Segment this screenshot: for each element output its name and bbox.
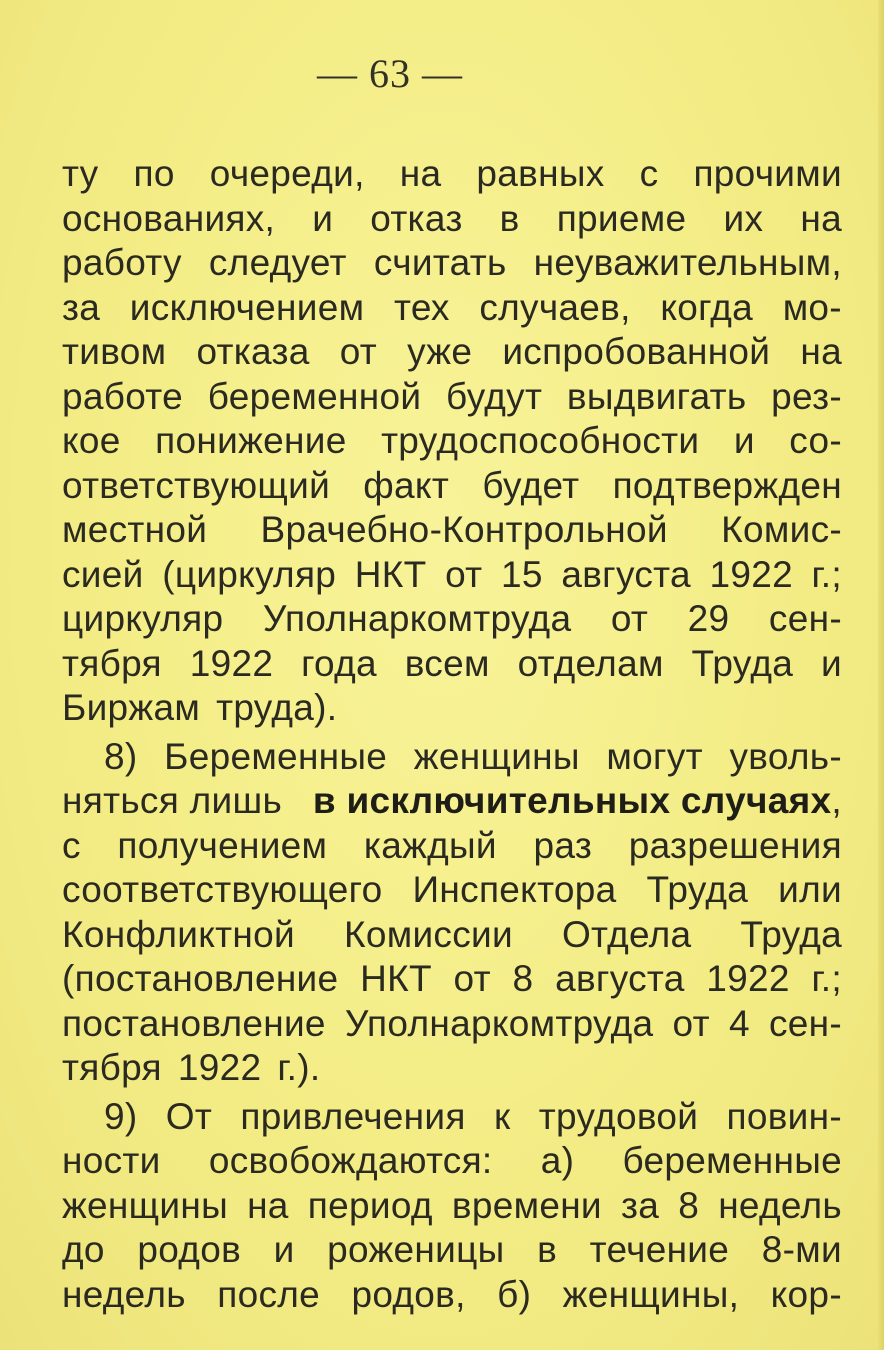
- word: и: [821, 642, 842, 684]
- word: с: [639, 153, 659, 194]
- text-line: [62, 597, 842, 642]
- word: циркуляр: [62, 598, 224, 639]
- word: 8-ми: [761, 1229, 842, 1270]
- text-line: [62, 1002, 842, 1047]
- word: 1922: [706, 958, 790, 999]
- word: От: [165, 1095, 213, 1137]
- word: на: [399, 153, 442, 194]
- text-line: [62, 508, 842, 553]
- text-line: [62, 957, 842, 1002]
- word: недель: [718, 1184, 842, 1226]
- word: постановление: [62, 1002, 326, 1044]
- word: за: [62, 286, 101, 328]
- word: Конфликтной: [62, 913, 295, 955]
- text-line: [62, 735, 842, 780]
- word: НКТ: [360, 958, 432, 999]
- word: понижение: [155, 420, 347, 461]
- word: на: [247, 1184, 289, 1226]
- text-line: [62, 286, 842, 331]
- word: женщины: [62, 1184, 228, 1226]
- word: кор-: [770, 1273, 842, 1315]
- word: ответствующий: [62, 464, 331, 506]
- word: от: [672, 1002, 710, 1044]
- word: Беременные: [164, 735, 388, 777]
- word: выдвигать: [566, 375, 747, 417]
- word: следует: [208, 242, 347, 283]
- word: августа: [561, 553, 691, 595]
- text-line: [62, 1095, 842, 1140]
- word: работе: [62, 375, 184, 417]
- word: будут: [446, 375, 543, 417]
- word: Труда: [691, 642, 794, 684]
- word: Комиссии: [343, 913, 513, 955]
- word: в: [499, 197, 520, 239]
- word: когда: [660, 286, 754, 328]
- word: подтвержден: [612, 464, 842, 506]
- word: Врачебно-Контрольной: [260, 509, 668, 550]
- text-line: [62, 1139, 842, 1184]
- word: очереди,: [209, 153, 365, 194]
- word: трудоспособности: [381, 420, 700, 461]
- word: Труда: [646, 869, 749, 910]
- word: Отдела: [561, 913, 692, 955]
- word: г.;: [811, 958, 842, 999]
- word: равных: [476, 153, 605, 194]
- word: времени: [451, 1184, 602, 1226]
- word: 9): [104, 1095, 138, 1137]
- word: Комис-: [721, 509, 842, 550]
- word: на: [800, 197, 842, 239]
- word: 1922: [709, 553, 793, 595]
- page-number: — 63 —: [317, 51, 463, 96]
- word: г.).: [277, 1047, 321, 1088]
- word: освобождаются:: [208, 1140, 493, 1181]
- word: основаниях,: [62, 197, 276, 239]
- word: их: [723, 197, 764, 239]
- text-line: [62, 1273, 842, 1318]
- text-line: [62, 197, 842, 242]
- word: ности: [62, 1140, 161, 1181]
- word: от: [445, 553, 483, 595]
- word: испробованной: [502, 331, 771, 372]
- word: от: [339, 331, 378, 372]
- word: недель: [62, 1273, 186, 1315]
- text-line: [62, 241, 842, 286]
- text-line: [62, 642, 842, 687]
- word: могут: [606, 735, 703, 777]
- word: и: [733, 420, 755, 461]
- word: за: [620, 1184, 660, 1226]
- text-line: [62, 686, 842, 731]
- word: 4: [728, 1002, 750, 1044]
- word: тивом: [62, 331, 167, 372]
- word: и: [273, 1229, 295, 1270]
- word: Биржам: [62, 687, 201, 728]
- text-line: [62, 419, 842, 464]
- word: считать: [373, 242, 507, 283]
- word: 8: [512, 958, 534, 999]
- word: от: [610, 598, 649, 639]
- word: женщины: [413, 735, 580, 777]
- word: беременные: [622, 1140, 842, 1181]
- word: беременной: [207, 375, 422, 417]
- text-line: [62, 779, 842, 824]
- word: 8: [678, 1184, 700, 1226]
- word: мо-: [782, 286, 842, 328]
- word: Уполнаркомтруда: [344, 1002, 654, 1044]
- word: 15: [500, 553, 543, 595]
- word: работу: [62, 242, 182, 283]
- word: а): [540, 1140, 575, 1181]
- word: НКТ: [354, 553, 427, 595]
- word: года: [301, 642, 377, 684]
- text-line: [62, 1184, 842, 1229]
- text-line: [62, 1046, 842, 1091]
- text-line: [62, 868, 842, 913]
- word: до: [62, 1229, 105, 1270]
- word: б): [497, 1273, 532, 1315]
- word: августа: [555, 958, 685, 999]
- word: Уполнаркомтруда: [262, 598, 572, 639]
- word: по: [133, 153, 175, 194]
- word: уже: [407, 331, 473, 372]
- text-line: [62, 330, 842, 375]
- word: прочими: [693, 153, 842, 194]
- word: 8): [104, 735, 138, 777]
- word: тября: [62, 1047, 162, 1088]
- word: получением: [117, 824, 328, 866]
- word: г.;: [811, 553, 842, 595]
- word: тех: [394, 286, 450, 328]
- word: раз: [533, 824, 593, 866]
- word: от: [453, 958, 491, 999]
- word: сией: [62, 553, 144, 595]
- word: в: [537, 1229, 558, 1270]
- word: соответствующего: [62, 869, 383, 910]
- word: факт: [363, 464, 450, 506]
- word: женщины,: [562, 1273, 740, 1315]
- word: 1922: [189, 642, 274, 684]
- word: период: [307, 1184, 433, 1226]
- word: отказа: [196, 331, 310, 372]
- word: на: [800, 331, 842, 372]
- word: уволь-: [729, 735, 842, 777]
- word: неуважительным,: [533, 242, 842, 283]
- text-line: [62, 152, 842, 197]
- word: отделам: [517, 642, 664, 684]
- word: труда).: [216, 687, 338, 728]
- word: исключением: [129, 286, 365, 328]
- word: с: [62, 824, 81, 866]
- word: рез-: [771, 375, 842, 417]
- word: роженицы: [327, 1229, 505, 1270]
- punctuation: ,: [831, 780, 842, 821]
- word: отказ: [370, 197, 463, 239]
- text-line: [62, 1228, 842, 1273]
- text-line: [62, 464, 842, 509]
- word: привлечения: [240, 1095, 466, 1137]
- word: (постановление: [62, 958, 339, 999]
- word: (циркуляр: [162, 553, 337, 595]
- text-line: [62, 824, 842, 869]
- word: всем: [404, 642, 490, 684]
- word: повин-: [726, 1095, 842, 1137]
- word: трудовой: [538, 1095, 699, 1137]
- word: каждый: [363, 824, 497, 866]
- word: приеме: [556, 197, 687, 239]
- word: и: [312, 197, 334, 239]
- word: 29: [687, 598, 730, 639]
- emphasized-text: в исключительных случаях: [312, 780, 832, 821]
- word: случаев,: [479, 286, 631, 328]
- word: после: [217, 1273, 321, 1315]
- word: сен-: [768, 1002, 842, 1044]
- word: сен-: [768, 598, 842, 639]
- text-line: [62, 375, 842, 420]
- word: со-: [789, 420, 842, 461]
- emphasis-wrap: [313, 779, 842, 824]
- word: местной: [62, 509, 208, 550]
- body-text: [62, 152, 842, 1317]
- word: течение: [589, 1229, 730, 1270]
- word: родов,: [351, 1273, 466, 1315]
- word: ту: [62, 153, 99, 194]
- word: Труда: [740, 913, 842, 955]
- word: к: [494, 1095, 511, 1137]
- word: Инспектора: [412, 869, 617, 910]
- page-edge: [878, 0, 884, 1350]
- word: тября: [62, 642, 162, 684]
- text-line: [62, 913, 842, 958]
- word: или: [778, 869, 842, 910]
- word: будет: [482, 464, 580, 506]
- word: кое: [62, 420, 121, 461]
- text-line: [62, 553, 842, 598]
- word: разрешения: [628, 824, 842, 866]
- word: 1922: [177, 1047, 262, 1088]
- line-text: няться лишь: [62, 780, 283, 821]
- word: родов: [137, 1229, 242, 1270]
